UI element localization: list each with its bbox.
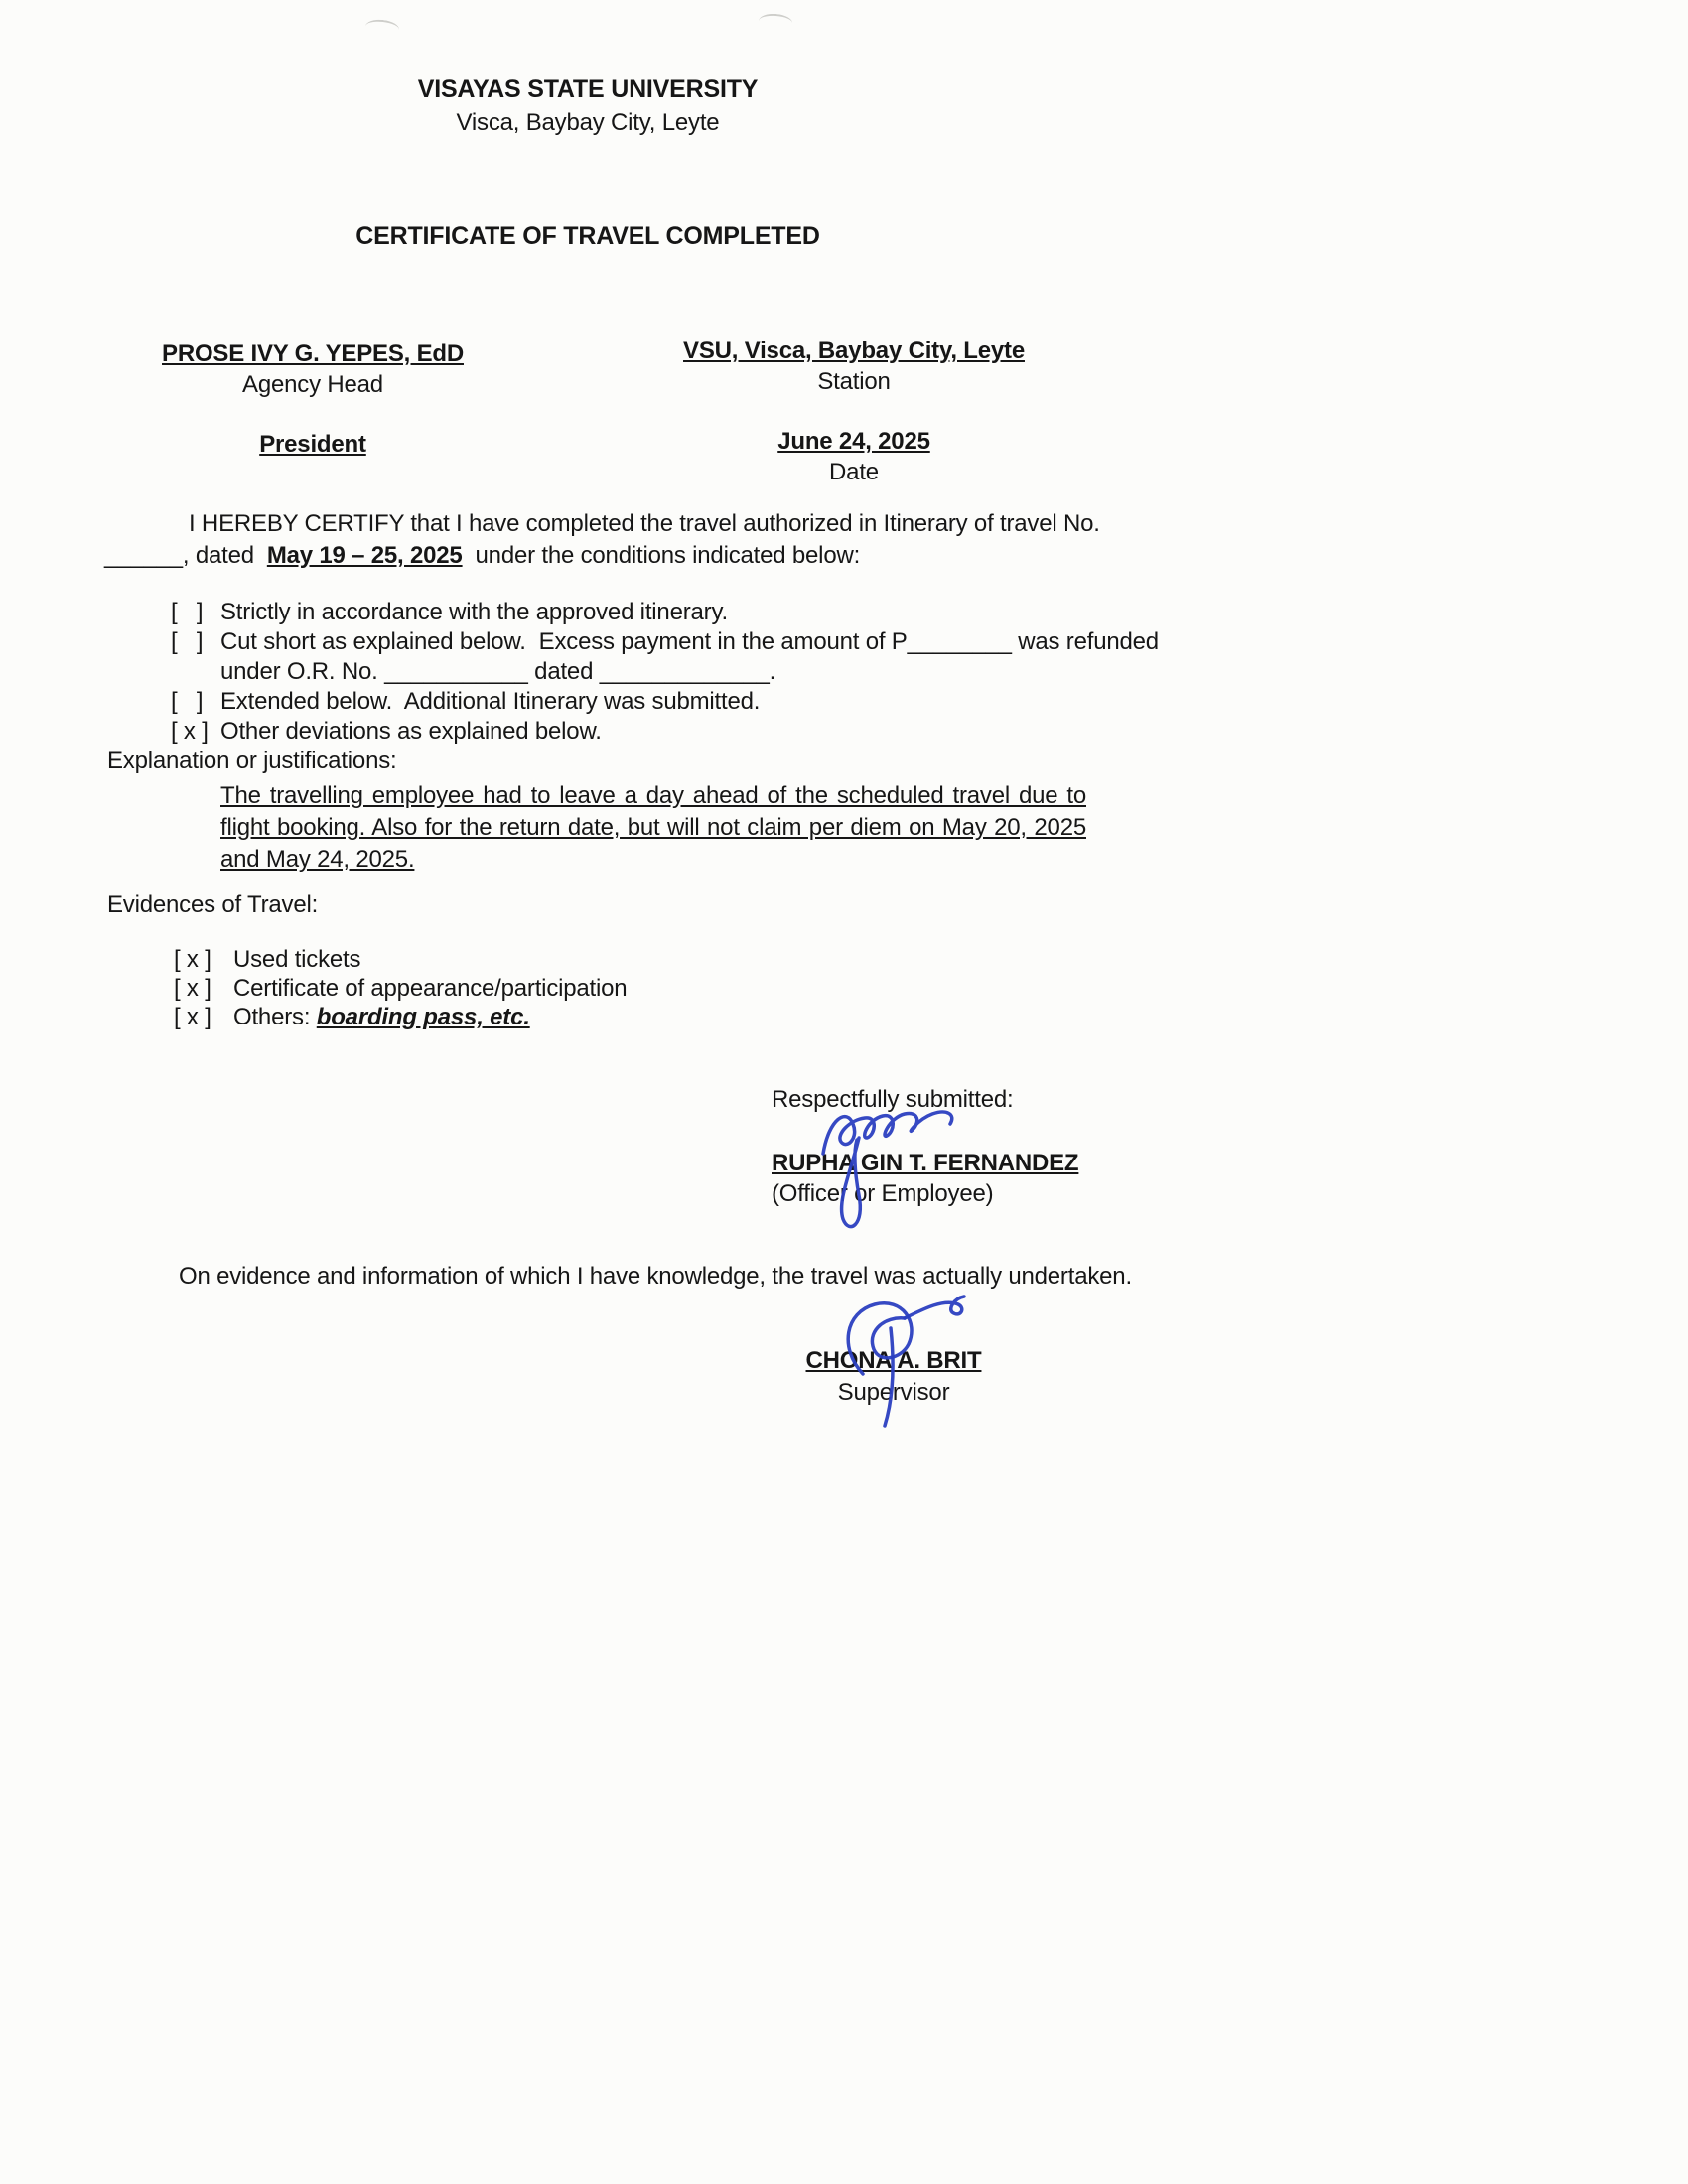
officer-name: RUPHA GIN T. FERNANDEZ (772, 1150, 1079, 1176)
evidence-text-others (233, 1003, 530, 1031)
others-label: Others: (233, 1004, 317, 1030)
certify-line-1: I HEREBY CERTIFY that I have completed the travel authorized in Itinerary of travel No. (189, 510, 1100, 537)
or-no-label: under O.R. No. (220, 658, 385, 685)
university-name: VISAYAS STATE UNIVERSITY (417, 75, 759, 103)
agency-head-block (139, 339, 487, 460)
cut-short-text: Cut short as explained below. Excess payment in the amount of P (220, 628, 908, 655)
explanation-label: Explanation or justifications: (107, 748, 397, 774)
station-value: VSU, Visca, Baybay City, Leyte (683, 338, 1025, 364)
checkbox-strictly: [ ] (171, 599, 204, 625)
submission-block (772, 1084, 1078, 1209)
conditions-intro: under the conditions indicated below: (462, 542, 861, 569)
travel-date-range: May 19 – 25, 2025 (266, 542, 463, 569)
or-no-blank: ___________ (384, 658, 528, 685)
cut-short-line-2 (220, 657, 1174, 687)
supervisor-block (784, 1345, 1003, 1409)
explanation-text: The travelling employee had to leave a day ahead of the scheduled travel due to flight booking. Also for the return date, but will not claim per diem on May 20, 2025 and May 24, 2025. (220, 782, 1086, 873)
officer-label: (Officer or Employee) (772, 1180, 994, 1207)
checkbox-cut-short: [ ] (171, 628, 204, 655)
evidence-item-certificate-appearance (174, 974, 627, 1003)
condition-text-cut-short (220, 627, 1174, 687)
evidences-label: Evidences of Travel: (107, 891, 319, 918)
scan-artifact (364, 18, 399, 37)
station-block (655, 336, 1053, 487)
document-title: CERTIFICATE OF TRAVEL COMPLETED (355, 222, 820, 250)
evidences-list (174, 945, 627, 1031)
condition-item-strictly (171, 598, 1174, 627)
others-value: boarding pass, etc. (316, 1004, 530, 1030)
condition-item-extended (171, 687, 1174, 717)
checkbox-others: [ x ] (174, 1004, 211, 1030)
respectfully-submitted-label: Respectfully submitted: (772, 1086, 1014, 1113)
evidence-item-others (174, 1003, 627, 1031)
position-title: President (259, 431, 366, 458)
cut-short-line-1 (220, 627, 1174, 657)
supervisor-label: Supervisor (837, 1379, 950, 1406)
checkbox-certificate-appearance: [ x ] (174, 975, 211, 1002)
or-date-blank: _____________ (599, 658, 770, 685)
agency-head-name: PROSE IVY G. YEPES, EdD (162, 341, 464, 367)
scan-artifact (758, 13, 792, 31)
condition-text-extended: Extended below. Additional Itinerary was submitted. (220, 688, 761, 715)
certify-line-2 (104, 540, 1097, 572)
evidence-item-used-tickets (174, 945, 627, 974)
evidence-text-certificate-appearance: Certificate of appearance/participation (233, 975, 628, 1002)
conditions-list (171, 598, 1174, 747)
undertaken-statement: On evidence and information of which I have knowledge, the travel was actually undertaken. (179, 1263, 1132, 1290)
date-label: Date (829, 459, 879, 485)
agency-head-label: Agency Head (242, 371, 383, 398)
university-address: Visca, Baybay City, Leyte (456, 109, 720, 136)
certification-statement (104, 508, 1100, 572)
condition-text-strictly: Strictly in accordance with the approved itinerary. (220, 599, 728, 625)
amount-blank: ________ (907, 628, 1012, 655)
checkbox-other-deviations: [ x ] (171, 718, 209, 745)
condition-text-other-deviations: Other deviations as explained below. (220, 718, 602, 745)
certificate-date: June 24, 2025 (777, 428, 930, 455)
period: . (769, 658, 776, 685)
condition-item-cut-short (171, 627, 1174, 687)
supervisor-name: CHONA A. BRIT (805, 1347, 982, 1374)
checkbox-extended: [ ] (171, 688, 204, 715)
letterhead (0, 73, 1176, 139)
checkbox-used-tickets: [ x ] (174, 946, 211, 973)
evidence-text-used-tickets: Used tickets (233, 946, 361, 973)
dated-label: , dated (182, 542, 267, 569)
dated-text: dated (527, 658, 600, 685)
condition-item-other-deviations (171, 717, 1174, 747)
station-label: Station (817, 368, 891, 395)
itinerary-no-blank: ______ (104, 542, 183, 569)
refunded-text: was refunded (1011, 628, 1159, 655)
